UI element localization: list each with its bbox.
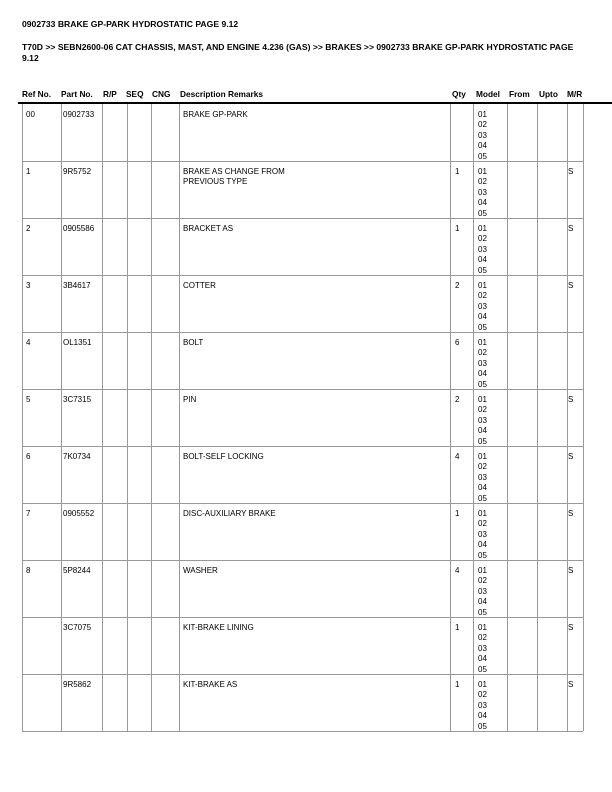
model-code: 04	[478, 312, 487, 322]
column-divider	[473, 332, 474, 389]
column-divider	[450, 503, 451, 560]
model-code: 03	[478, 643, 487, 653]
cell-part: 5P8244	[63, 566, 91, 575]
column-divider	[151, 161, 152, 218]
table-row	[22, 503, 583, 561]
cell-desc: BRAKE AS CHANGE FROM PREVIOUS TYPE	[183, 167, 285, 187]
cell-mr: S	[568, 395, 574, 404]
cell-desc: BRACKET AS	[183, 224, 234, 233]
cell-models	[478, 281, 487, 333]
model-code: 05	[478, 664, 487, 674]
column-header-part: Part No.	[61, 89, 93, 99]
column-divider	[102, 332, 103, 389]
column-divider	[583, 560, 584, 617]
column-divider	[61, 275, 62, 332]
column-divider	[22, 218, 23, 275]
model-code: 03	[478, 244, 487, 254]
column-divider	[61, 389, 62, 446]
column-header-cng: CNG	[152, 89, 171, 99]
model-code: 01	[478, 110, 487, 119]
table-row	[22, 104, 583, 162]
model-code: 03	[478, 130, 487, 140]
column-divider	[537, 104, 538, 161]
column-divider	[61, 617, 62, 674]
model-code: 02	[478, 405, 487, 415]
table-row	[22, 617, 583, 675]
column-header-seq: SEQ	[126, 89, 144, 99]
column-divider	[507, 503, 508, 560]
column-divider	[583, 218, 584, 275]
model-code: 05	[478, 208, 487, 218]
cell-ref: 7	[26, 509, 31, 518]
column-divider	[102, 218, 103, 275]
cell-mr: S	[568, 623, 574, 632]
column-divider	[151, 617, 152, 674]
model-code: 01	[478, 167, 487, 176]
cell-models	[478, 509, 487, 561]
model-code: 04	[478, 654, 487, 664]
cell-desc: BOLT	[183, 338, 204, 347]
model-code: 05	[478, 493, 487, 503]
model-code: 04	[478, 711, 487, 721]
model-code: 02	[478, 519, 487, 529]
column-divider	[22, 446, 23, 503]
column-divider	[473, 275, 474, 332]
cell-ref: 1	[26, 167, 31, 176]
column-divider	[22, 104, 23, 161]
cell-mr: S	[568, 566, 574, 575]
column-divider	[151, 560, 152, 617]
model-code: 04	[478, 141, 487, 151]
column-divider	[537, 674, 538, 731]
model-code: 02	[478, 177, 487, 187]
column-divider	[583, 104, 584, 161]
cell-mr: S	[568, 281, 574, 290]
model-code: 02	[478, 576, 487, 586]
column-divider	[102, 446, 103, 503]
cell-part: 7K0734	[63, 452, 91, 461]
column-divider	[450, 674, 451, 731]
cell-part: 9R5862	[63, 680, 92, 689]
column-divider	[537, 218, 538, 275]
model-code: 02	[478, 291, 487, 301]
column-divider	[473, 560, 474, 617]
page-title: 0902733 BRAKE GP-PARK HYDROSTATIC PAGE 9.12	[22, 19, 239, 29]
column-divider	[473, 503, 474, 560]
column-divider	[507, 389, 508, 446]
table-row	[22, 161, 583, 219]
column-divider	[22, 560, 23, 617]
column-divider	[61, 503, 62, 560]
column-divider	[537, 275, 538, 332]
column-divider	[473, 218, 474, 275]
column-divider	[507, 218, 508, 275]
column-divider	[450, 389, 451, 446]
column-divider	[179, 389, 180, 446]
model-code: 03	[478, 529, 487, 539]
breadcrumb: T70D >> SEBN2600-06 CAT CHASSIS, MAST, AND ENGINE 4.236 (GAS) >> BRAKES >> 0902733 BRAKE GP-PARK HYDROSTATIC PAGE 9.12	[22, 42, 574, 63]
cell-ref: 6	[26, 452, 31, 461]
column-divider	[507, 446, 508, 503]
cell-qty: 1	[455, 509, 460, 518]
cell-models	[478, 566, 487, 618]
model-code: 03	[478, 301, 487, 311]
cell-ref: 3	[26, 281, 31, 290]
model-code: 04	[478, 540, 487, 550]
model-code: 01	[478, 509, 487, 518]
column-header-qty: Qty	[452, 89, 466, 99]
cell-part: 3C7075	[63, 623, 92, 632]
column-divider	[151, 446, 152, 503]
column-divider	[127, 332, 128, 389]
column-divider	[583, 674, 584, 731]
column-divider	[583, 503, 584, 560]
column-divider	[507, 674, 508, 731]
table-row	[22, 674, 583, 732]
cell-part: 3B4617	[63, 281, 91, 290]
cell-models	[478, 452, 487, 504]
column-divider	[537, 161, 538, 218]
model-code: 02	[478, 633, 487, 643]
cell-mr: S	[568, 509, 574, 518]
cell-desc: BOLT-SELF LOCKING	[183, 452, 264, 461]
column-divider	[102, 389, 103, 446]
column-divider	[567, 332, 568, 389]
cell-qty: 2	[455, 395, 460, 404]
column-header-from: From	[509, 89, 530, 99]
column-divider	[151, 332, 152, 389]
model-code: 01	[478, 566, 487, 575]
column-divider	[507, 275, 508, 332]
model-code: 04	[478, 597, 487, 607]
model-code: 01	[478, 452, 487, 461]
column-header-rp: R/P	[103, 89, 117, 99]
column-divider	[22, 389, 23, 446]
column-divider	[127, 617, 128, 674]
column-divider	[583, 161, 584, 218]
cell-qty: 1	[455, 680, 460, 689]
column-divider	[22, 275, 23, 332]
column-header-mr: M/R	[567, 89, 583, 99]
column-divider	[179, 674, 180, 731]
column-divider	[450, 332, 451, 389]
column-header-model: Model	[476, 89, 500, 99]
column-divider	[127, 218, 128, 275]
model-code: 05	[478, 436, 487, 446]
column-divider	[22, 674, 23, 731]
model-code: 02	[478, 348, 487, 358]
column-divider	[61, 332, 62, 389]
cell-mr: S	[568, 167, 574, 176]
table-row	[22, 332, 583, 390]
column-divider	[179, 617, 180, 674]
cell-models	[478, 167, 487, 219]
column-divider	[567, 104, 568, 161]
column-divider	[450, 275, 451, 332]
model-code: 05	[478, 379, 487, 389]
model-code: 05	[478, 721, 487, 731]
cell-qty: 1	[455, 623, 460, 632]
column-divider	[179, 560, 180, 617]
cell-models	[478, 224, 487, 276]
cell-ref: 2	[26, 224, 31, 233]
cell-desc: KIT-BRAKE AS	[183, 680, 238, 689]
column-divider	[507, 161, 508, 218]
cell-ref: 5	[26, 395, 31, 404]
cell-qty: 6	[455, 338, 460, 347]
cell-ref: 00	[26, 110, 35, 119]
column-divider	[537, 389, 538, 446]
column-divider	[450, 218, 451, 275]
cell-desc: BRAKE GP-PARK	[183, 110, 248, 119]
column-divider	[61, 560, 62, 617]
column-divider	[179, 161, 180, 218]
table-row	[22, 446, 583, 504]
cell-qty: 2	[455, 281, 460, 290]
column-divider	[179, 503, 180, 560]
cell-models	[478, 623, 487, 675]
column-divider	[450, 446, 451, 503]
table-row	[22, 389, 583, 447]
cell-desc: KIT-BRAKE LINING	[183, 623, 254, 632]
model-code: 03	[478, 586, 487, 596]
cell-part: 3C7315	[63, 395, 92, 404]
cell-qty: 1	[455, 167, 460, 176]
column-divider	[537, 503, 538, 560]
model-code: 05	[478, 151, 487, 161]
model-code: 03	[478, 187, 487, 197]
column-divider	[473, 389, 474, 446]
column-divider	[151, 389, 152, 446]
column-divider	[61, 446, 62, 503]
model-code: 02	[478, 234, 487, 244]
column-divider	[151, 674, 152, 731]
column-divider	[127, 161, 128, 218]
column-divider	[583, 389, 584, 446]
column-divider	[507, 617, 508, 674]
column-header-desc: Description Remarks	[180, 89, 264, 99]
cell-models	[478, 110, 487, 162]
column-divider	[537, 617, 538, 674]
cell-part: 0905552	[63, 509, 95, 518]
cell-qty: 4	[455, 566, 460, 575]
column-divider	[179, 446, 180, 503]
column-divider	[61, 674, 62, 731]
model-code: 04	[478, 369, 487, 379]
column-header-upto: Upto	[539, 89, 558, 99]
column-divider	[537, 332, 538, 389]
column-divider	[473, 104, 474, 161]
cell-part: 9R5752	[63, 167, 92, 176]
cell-models	[478, 338, 487, 390]
cell-qty: 1	[455, 224, 460, 233]
column-divider	[473, 674, 474, 731]
column-divider	[473, 617, 474, 674]
column-divider	[102, 503, 103, 560]
column-divider	[537, 560, 538, 617]
column-divider	[179, 218, 180, 275]
model-code: 01	[478, 680, 487, 689]
column-divider	[22, 617, 23, 674]
column-divider	[22, 503, 23, 560]
column-divider	[127, 560, 128, 617]
column-divider	[22, 161, 23, 218]
model-code: 01	[478, 623, 487, 632]
column-divider	[507, 560, 508, 617]
cell-models	[478, 395, 487, 447]
model-code: 04	[478, 426, 487, 436]
column-divider	[450, 161, 451, 218]
column-divider	[179, 104, 180, 161]
column-divider	[61, 104, 62, 161]
column-divider	[127, 104, 128, 161]
model-code: 04	[478, 483, 487, 493]
model-code: 05	[478, 607, 487, 617]
cell-part: OL1351	[63, 338, 92, 347]
column-divider	[583, 332, 584, 389]
cell-desc: COTTER	[183, 281, 216, 290]
column-divider	[102, 104, 103, 161]
column-divider	[473, 446, 474, 503]
model-code: 02	[478, 120, 487, 130]
cell-ref: 4	[26, 338, 31, 347]
model-code: 02	[478, 690, 487, 700]
table-row	[22, 560, 583, 618]
column-divider	[102, 161, 103, 218]
column-divider	[473, 161, 474, 218]
model-code: 01	[478, 338, 487, 347]
cell-part: 0902733	[63, 110, 95, 119]
model-code: 05	[478, 550, 487, 560]
column-divider	[127, 389, 128, 446]
column-divider	[537, 446, 538, 503]
column-divider	[102, 617, 103, 674]
model-code: 01	[478, 395, 487, 404]
cell-mr: S	[568, 680, 574, 689]
column-divider	[61, 218, 62, 275]
model-code: 03	[478, 472, 487, 482]
model-code: 01	[478, 281, 487, 290]
column-divider	[507, 332, 508, 389]
column-divider	[127, 446, 128, 503]
model-code: 03	[478, 415, 487, 425]
cell-mr: S	[568, 224, 574, 233]
column-divider	[151, 104, 152, 161]
model-code: 03	[478, 358, 487, 368]
column-divider	[583, 617, 584, 674]
cell-models	[478, 680, 487, 732]
model-code: 02	[478, 462, 487, 472]
column-divider	[450, 617, 451, 674]
column-divider	[127, 503, 128, 560]
column-divider	[127, 275, 128, 332]
model-code: 05	[478, 265, 487, 275]
model-code: 01	[478, 224, 487, 233]
column-divider	[102, 560, 103, 617]
column-divider	[583, 275, 584, 332]
column-divider	[507, 104, 508, 161]
cell-desc: DISC-AUXILIARY BRAKE	[183, 509, 276, 518]
column-header-ref: Ref No.	[22, 89, 52, 99]
model-code: 04	[478, 198, 487, 208]
column-divider	[450, 104, 451, 161]
column-divider	[583, 446, 584, 503]
cell-mr: S	[568, 452, 574, 461]
cell-desc: WASHER	[183, 566, 218, 575]
model-code: 03	[478, 700, 487, 710]
table-row	[22, 218, 583, 276]
table-row	[22, 275, 583, 333]
cell-qty: 4	[455, 452, 460, 461]
column-divider	[102, 674, 103, 731]
column-divider	[450, 560, 451, 617]
model-code: 05	[478, 322, 487, 332]
model-code: 04	[478, 255, 487, 265]
column-divider	[61, 161, 62, 218]
column-divider	[102, 275, 103, 332]
column-divider	[151, 275, 152, 332]
column-divider	[179, 332, 180, 389]
cell-part: 0905586	[63, 224, 95, 233]
cell-desc: PIN	[183, 395, 197, 404]
column-divider	[151, 218, 152, 275]
column-divider	[127, 674, 128, 731]
column-divider	[22, 332, 23, 389]
column-divider	[151, 503, 152, 560]
column-divider	[179, 275, 180, 332]
cell-ref: 8	[26, 566, 31, 575]
